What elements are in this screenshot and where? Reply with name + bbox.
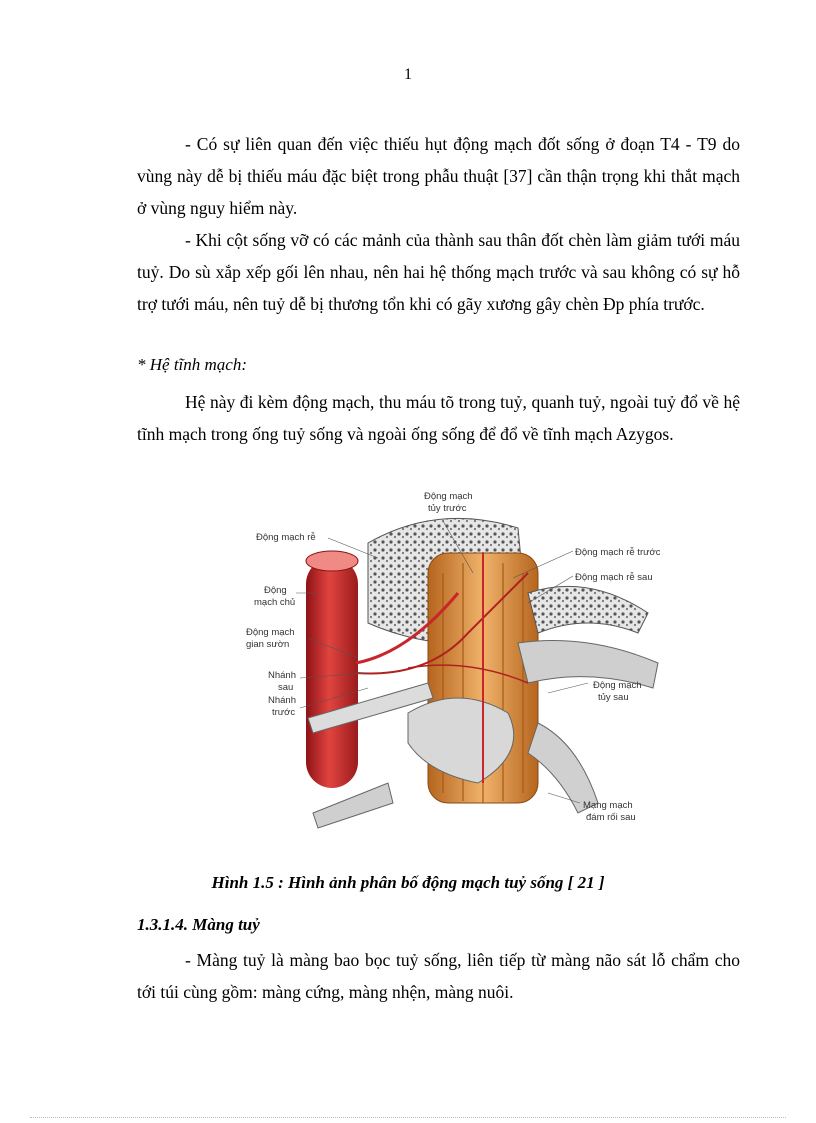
figure-label: mạch chủ: [254, 597, 296, 608]
page-number: 1: [404, 66, 412, 83]
figure-label: Động mạch rễ trước: [575, 547, 661, 558]
figure-label: Động mạch: [593, 680, 642, 691]
figure-label: tủy trước: [428, 503, 467, 514]
figure-label: Động mạch rễ sau: [575, 572, 653, 583]
figure-label: Nhánh: [268, 695, 296, 706]
figure-label: Động: [264, 585, 287, 596]
section-heading: 1.3.1.4. Màng tuỷ: [137, 915, 260, 934]
page-bottom-rule: [30, 1117, 786, 1118]
subheading-venous-system: * Hệ tĩnh mạch:: [137, 355, 248, 374]
paragraph: - Có sự liên quan đến việc thiếu hụt động mạch đốt sống ở đoạn T4 - T9 do vùng này dễ bị thiếu máu đặc biệt trong phẫu thuật [37] cần thận trọng khi thắt mạch ở vùng nguy hiểm này.: [137, 134, 740, 218]
paragraph: - Khi cột sống vỡ có các mảnh của thành sau thân đốt chèn làm giảm tưới máu tuỷ. Do sù xắp xếp gối lên nhau, nên hai hệ thống mạch trước và sau không có sự hỗ trợ tưới máu, nên tuỷ dễ bị thương tổn khi có gãy xương gây chèn Ðp phía trước.: [137, 230, 740, 314]
figure-label: gian sườn: [246, 639, 290, 650]
figure-caption: Hình 1.5 : Hình ảnh phân bố động mạch tuỷ sống [ 21 ]: [211, 873, 605, 892]
spinal-artery-illustration: [228, 483, 668, 853]
figure-label: Nhánh: [268, 670, 296, 681]
aorta-shape: [306, 558, 358, 788]
text-section-2: [137, 386, 740, 450]
figure-label: đám rối sau: [586, 812, 636, 823]
figure-label: tủy sau: [598, 692, 629, 703]
text-section-1: [137, 128, 740, 320]
vertebral-arch-shape: [528, 586, 648, 633]
text-section-3: [137, 944, 740, 1008]
paragraph: Hệ này đi kèm động mạch, thu máu tõ trong tuỷ, quanh tuỷ, ngoài tuỷ đổ về hệ tĩnh mạch trong ống tuỷ sống và ngoài ống sống để đổ về tĩnh mạch Azygos.: [137, 392, 740, 444]
figure-label: Động mạch: [424, 491, 473, 502]
figure-label: sau: [278, 682, 294, 693]
figure-label: Động mạch: [246, 627, 295, 638]
figure-label: trước: [272, 707, 296, 718]
figure-label: Động mạch rễ: [256, 532, 316, 543]
paragraph: - Màng tuỷ là màng bao bọc tuỷ sống, liên tiếp từ màng não sát lỗ chẩm cho tới túi cùng gồm: màng cứng, màng nhện, màng nuôi.: [137, 950, 740, 1002]
figure-label: Mạng mạch: [583, 800, 633, 811]
